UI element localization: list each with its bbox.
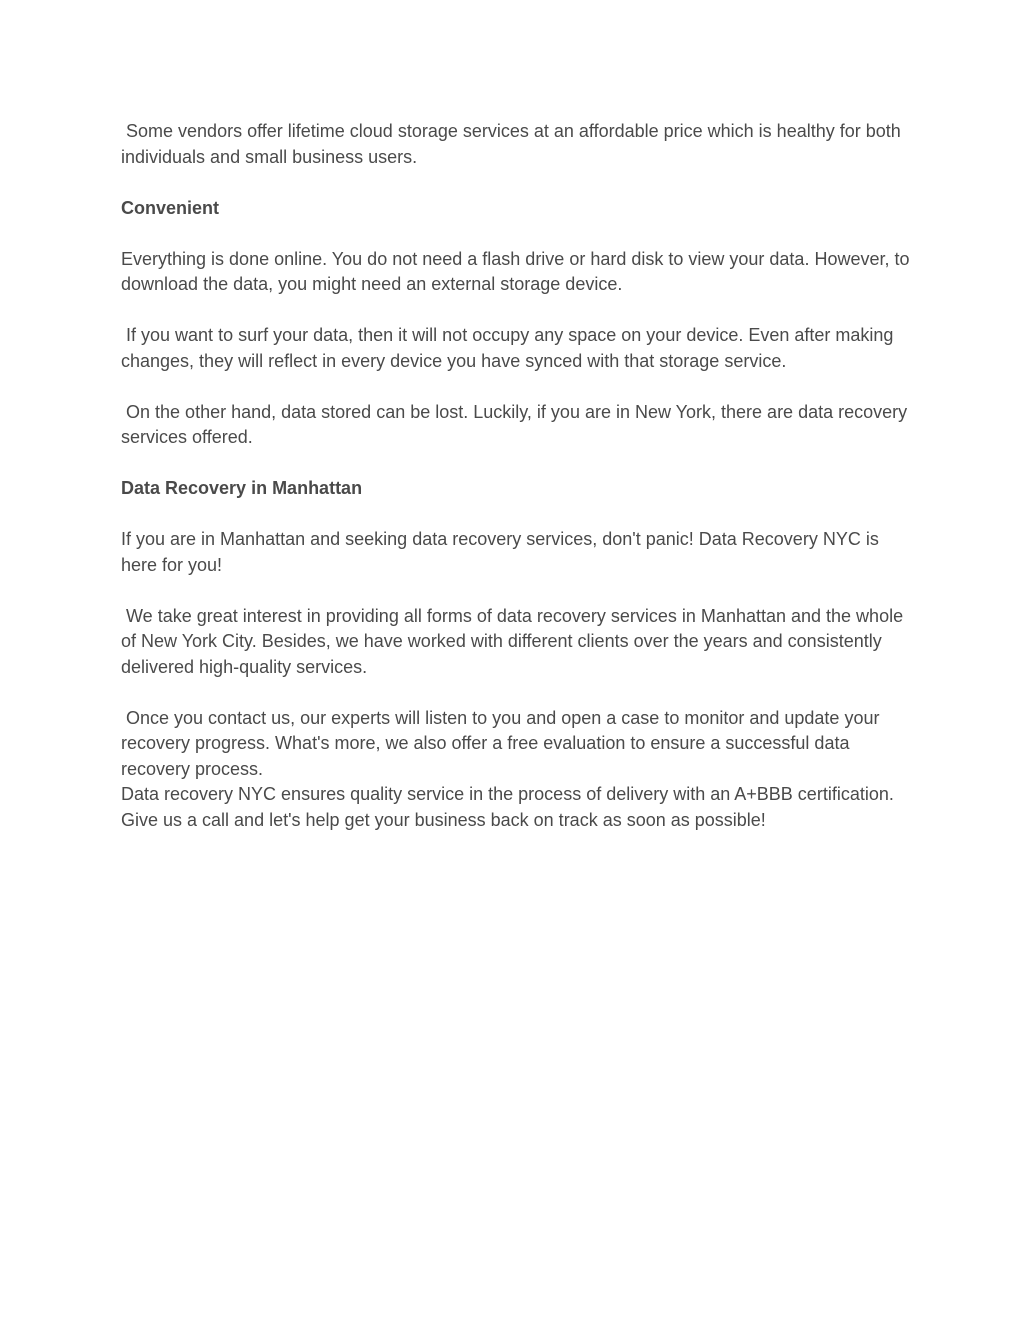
paragraph-great-interest: We take great interest in providing all forms of data recovery services in Manhattan and the whole of New York City. Besides, we have worked with different clients over the years and consistently delivered high-quality services. [121, 605, 909, 677]
paragraph-contact-us: Once you contact us, our experts will listen to you and open a case to monitor and update your recovery progress. What's more, we also offer a free evaluation to ensure a successful data recovery process. [121, 707, 885, 779]
heading-data-recovery-manhattan: Data Recovery in Manhattan [121, 478, 363, 498]
document-page [121, 119, 915, 833]
paragraph-online: Everything is done online. You do not need a flash drive or hard disk to view your data. However, to download the data, you might need an external storage device. [121, 248, 915, 294]
paragraph-manhattan: If you are in Manhattan and seeking data recovery services, don't panic! Data Recovery NYC is here for you! [121, 529, 884, 575]
heading-convenient: Convenient [121, 197, 220, 218]
paragraph-surf-data: If you want to surf your data, then it will not occupy any space on your device. Even after making changes, they will reflect in every device you have synced with that storage service. [121, 325, 899, 371]
paragraph-data-lost: On the other hand, data stored can be lost. Luckily, if you are in New York, there are data recovery services offered. [121, 401, 913, 447]
paragraph-lifetime-storage: Some vendors offer lifetime cloud storage services at an affordable price which is healthy for both individuals and small business users. [121, 121, 906, 167]
paragraph-certification: Data recovery NYC ensures quality service in the process of delivery with an A+BBB certification. Give us a call and let's help get your business back on track as soon as possible! [121, 784, 899, 830]
